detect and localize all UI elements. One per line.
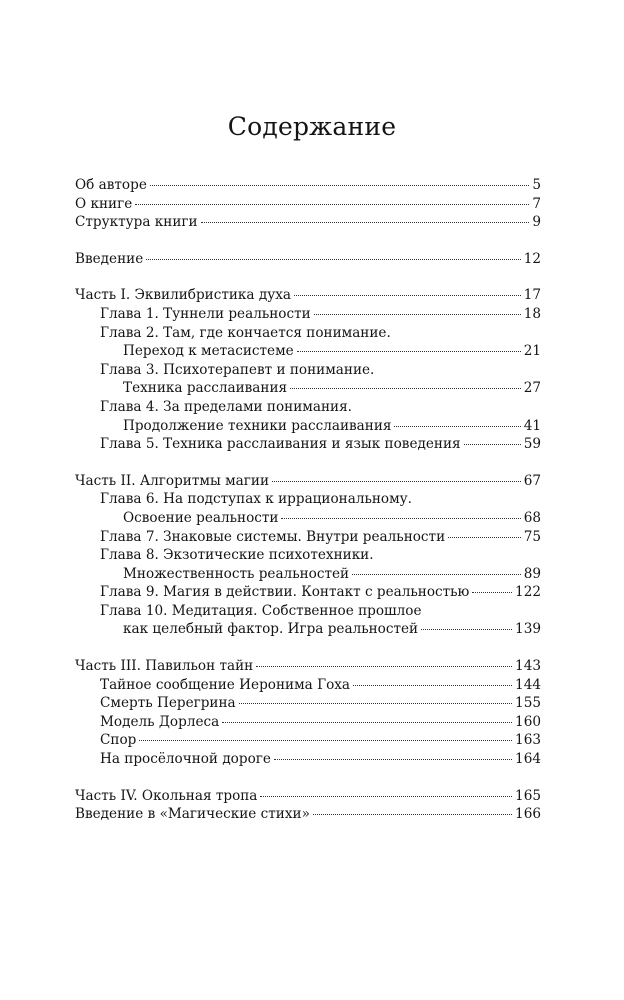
toc-page-number: 164	[515, 751, 541, 768]
toc-chapter-7	[75, 528, 541, 547]
dot-leader	[150, 185, 529, 186]
toc-entry-text-cont: Переход к метасистеме	[123, 343, 294, 360]
toc-entry-magic-verses	[75, 805, 541, 824]
toc-chapter-4-cont	[75, 417, 541, 436]
dot-leader	[294, 295, 521, 296]
dot-leader	[394, 426, 520, 427]
toc-entry-text-cont: Продолжение техники расслаивания	[123, 417, 392, 434]
toc-section-spor	[75, 731, 541, 750]
toc-chapter-4	[75, 398, 541, 417]
toc-section-goch	[75, 676, 541, 695]
toc-entry-text: Глава 4. За пределами понимания.	[100, 398, 352, 415]
toc-page-number: 139	[515, 621, 541, 638]
toc-chapter-9	[75, 583, 541, 602]
toc-part-1	[75, 286, 541, 305]
toc-page-number: 75	[523, 528, 541, 545]
dot-leader	[290, 388, 521, 389]
toc-page-number: 144	[515, 676, 541, 693]
toc-page-number: 143	[515, 658, 541, 675]
toc-entry-text: О книге	[75, 195, 133, 212]
toc-page-number: 59	[523, 436, 541, 453]
toc-chapter-1	[75, 305, 541, 324]
toc-entry-text: Глава 7. Знаковые системы. Внутри реальности	[100, 528, 446, 545]
toc-page-number: 27	[523, 380, 541, 397]
dot-leader	[472, 592, 512, 593]
toc-entry-text: Глава 3. Психотерапевт и понимание.	[100, 361, 375, 378]
dot-leader	[464, 444, 521, 445]
toc-page-number: 5	[532, 177, 541, 193]
toc-entry-text: Глава 9. Магия в действии. Контакт с реальностью	[100, 584, 470, 601]
page-title: Содержание	[227, 112, 397, 141]
toc-page-number: 165	[515, 787, 541, 804]
spacer	[75, 769, 541, 787]
toc-entry-text-cont: Множественность реальностей	[123, 565, 350, 582]
toc-entry-text: Глава 6. На подступах к иррациональному.	[100, 491, 412, 508]
spacer	[75, 232, 541, 250]
toc-section-country-road	[75, 750, 541, 769]
dot-leader	[313, 814, 512, 815]
dot-leader	[139, 740, 512, 741]
toc-entry-text: Введение в «Магические стихи»	[75, 806, 310, 823]
dot-leader	[448, 537, 521, 538]
toc-page-number: 160	[515, 713, 541, 730]
toc-entry-book-structure	[75, 213, 541, 232]
toc-section-peregrin	[75, 694, 541, 713]
toc-entry-text: Смерть Перегрина	[100, 695, 236, 712]
dot-leader	[260, 796, 512, 797]
spacer	[75, 639, 541, 657]
dot-leader	[421, 629, 512, 630]
dot-leader	[352, 574, 521, 575]
dot-leader	[222, 722, 512, 723]
toc-entry-text: Модель Дорлеса	[100, 713, 220, 730]
toc-page-number: 67	[523, 472, 541, 489]
toc-chapter-10	[75, 602, 541, 621]
table-of-contents	[75, 176, 541, 824]
toc-entry-text: Глава 2. Там, где кончается понимание.	[100, 324, 391, 341]
toc-page-number: 7	[532, 195, 541, 212]
toc-entry-text: Глава 10. Медитация. Собственное прошлое	[100, 602, 422, 619]
dot-leader	[274, 759, 512, 760]
toc-entry-text: Спор	[100, 732, 137, 749]
toc-entry-text: Глава 8. Экзотические психотехники.	[100, 547, 374, 564]
toc-chapter-3-cont	[75, 379, 541, 398]
toc-entry-text: Часть I. Эквилибристика духа	[75, 287, 291, 304]
dot-leader	[256, 666, 512, 667]
toc-chapter-8	[75, 546, 541, 565]
toc-entry-text-cont: как целебный фактор. Игра реальностей	[123, 621, 419, 638]
toc-entry-text: Часть III. Павильон тайн	[75, 658, 254, 675]
dot-leader	[239, 703, 512, 704]
spacer	[75, 268, 541, 286]
toc-entry-text: Глава 1. Туннели реальности	[100, 305, 311, 322]
toc-chapter-3	[75, 361, 541, 380]
toc-page-number: 21	[523, 343, 541, 360]
toc-part-3	[75, 657, 541, 676]
toc-page-number: 163	[515, 732, 541, 749]
toc-page-number: 155	[515, 695, 541, 712]
toc-entry-text: Введение	[75, 250, 144, 267]
toc-entry-text: Об авторе	[75, 177, 147, 193]
toc-chapter-6-cont	[75, 509, 541, 528]
dot-leader	[281, 518, 520, 519]
toc-page-number: 12	[523, 250, 541, 267]
toc-page-number: 68	[523, 509, 541, 526]
toc-entry-text: На просёлочной дороге	[100, 751, 271, 768]
dot-leader	[314, 314, 521, 315]
toc-entry-text-cont: Освоение реальности	[123, 509, 279, 526]
toc-page-number: 166	[515, 806, 541, 823]
spacer	[75, 454, 541, 472]
dot-leader	[297, 351, 521, 352]
toc-chapter-2-cont	[75, 342, 541, 361]
toc-page-number: 17	[523, 287, 541, 304]
dot-leader	[201, 222, 530, 223]
toc-entry-introduction	[75, 250, 541, 269]
toc-entry-text: Часть IV. Окольная тропа	[75, 787, 258, 804]
toc-part-2	[75, 472, 541, 491]
toc-chapter-6	[75, 490, 541, 509]
toc-entry-text-cont: Техника расслаивания	[123, 380, 288, 397]
toc-entry-text: Глава 5. Техника расслаивания и язык поведения	[100, 436, 461, 453]
toc-page-number: 89	[523, 565, 541, 582]
toc-part-4	[75, 787, 541, 806]
toc-chapter-10-cont	[75, 620, 541, 639]
dot-leader	[135, 204, 529, 205]
toc-chapter-2	[75, 324, 541, 343]
toc-chapter-8-cont	[75, 565, 541, 584]
toc-page-number: 18	[523, 305, 541, 322]
toc-page-number: 9	[532, 214, 541, 231]
toc-entry-text: Часть II. Алгоритмы магии	[75, 472, 270, 489]
dot-leader	[353, 685, 512, 686]
toc-section-dorles	[75, 713, 541, 732]
dot-leader	[272, 481, 521, 482]
toc-entry-text: Структура книги	[75, 214, 198, 231]
toc-page-number: 122	[515, 584, 541, 601]
dot-leader	[146, 259, 520, 260]
toc-page-number: 41	[523, 417, 541, 434]
toc-entry-text: Тайное сообщение Иеронима Гоха	[100, 676, 351, 693]
toc-chapter-5	[75, 435, 541, 454]
toc-entry-about-author	[75, 176, 541, 195]
toc-entry-about-book	[75, 195, 541, 214]
